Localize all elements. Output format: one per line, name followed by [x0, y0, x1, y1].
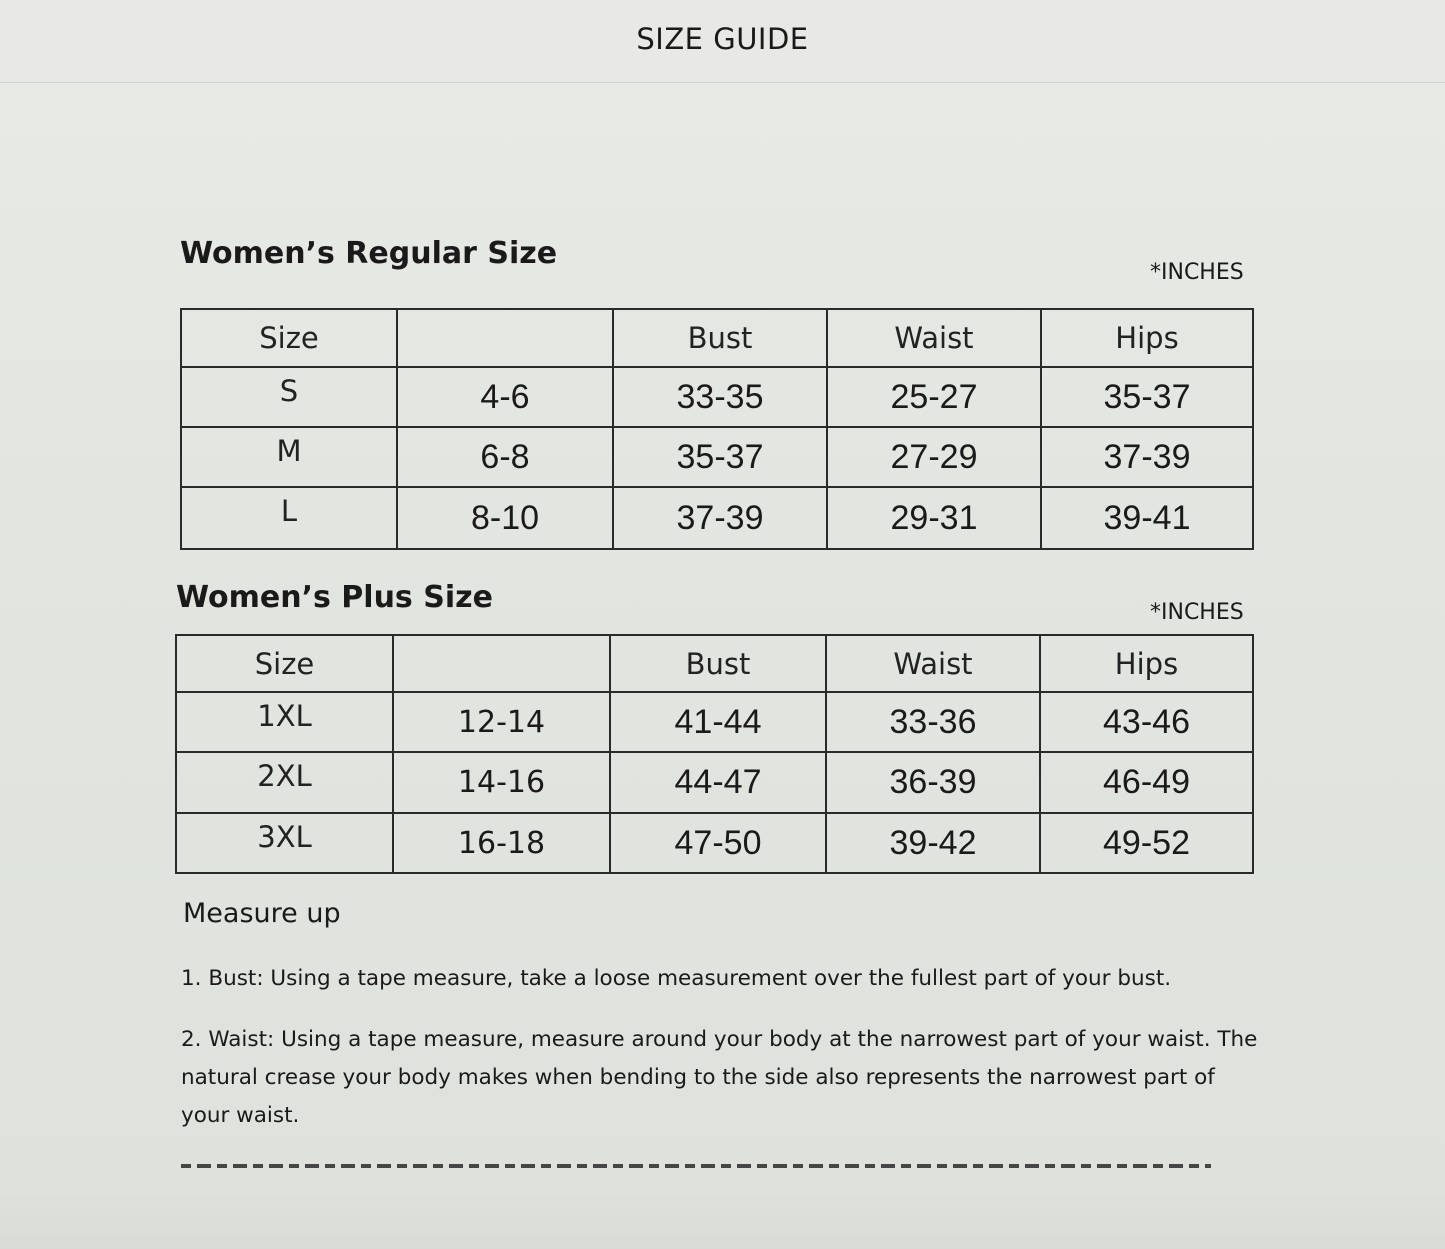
- us-size-value: 4-6: [397, 367, 613, 427]
- header-size: Size: [176, 635, 393, 692]
- bust-value: 44-47: [610, 752, 826, 813]
- bust-value: 33-35: [613, 367, 827, 427]
- size-label: S: [181, 367, 397, 427]
- page-bottom-edge: [0, 1180, 1445, 1249]
- waist-value: 39-42: [826, 813, 1040, 873]
- regular-size-title: Women’s Regular Size: [180, 236, 558, 271]
- plus-unit-note: *INCHES: [1150, 600, 1244, 625]
- size-label: L: [181, 487, 397, 549]
- table-header-row: [176, 635, 1253, 692]
- header-us-size: [393, 635, 610, 692]
- us-size-value: 14-16: [393, 752, 610, 813]
- header-us-size: [397, 309, 613, 367]
- size-label: 2XL: [176, 752, 393, 813]
- header-bar: [0, 0, 1445, 83]
- bust-value: 41-44: [610, 692, 826, 752]
- size-label: 3XL: [176, 813, 393, 873]
- hips-value: 49-52: [1040, 813, 1253, 873]
- bust-value: 35-37: [613, 427, 827, 487]
- size-label: 1XL: [176, 692, 393, 752]
- header-bust: Bust: [610, 635, 826, 692]
- waist-value: 36-39: [826, 752, 1040, 813]
- hips-value: 35-37: [1041, 367, 1253, 427]
- waist-instruction: 2. Waist: Using a tape measure, measure around your body at the narrowest part of your waist. The natural crease your body makes when bending to the side also represents the narrowest part of your waist.: [181, 1027, 1258, 1128]
- size-label: M: [181, 427, 397, 487]
- regular-size-table: [180, 308, 1254, 550]
- waist-value: 29-31: [827, 487, 1041, 549]
- table-row: [181, 427, 1253, 487]
- measure-up-heading: Measure up: [183, 898, 341, 929]
- header-size: Size: [181, 309, 397, 367]
- bust-instruction: 1. Bust: Using a tape measure, take a loose measurement over the fullest part of your bust.: [181, 966, 1172, 991]
- plus-size-title: Women’s Plus Size: [176, 580, 493, 615]
- hips-value: 46-49: [1040, 752, 1253, 813]
- header-hips: Hips: [1041, 309, 1253, 367]
- header-bust: Bust: [613, 309, 827, 367]
- table-row: [176, 752, 1253, 813]
- waist-value: 25-27: [827, 367, 1041, 427]
- table-row: [181, 487, 1253, 549]
- us-size-value: 6-8: [397, 427, 613, 487]
- us-size-value: 12-14: [393, 692, 610, 752]
- page-title: SIZE GUIDE: [636, 22, 809, 56]
- bust-value: 47-50: [610, 813, 826, 873]
- waist-value: 33-36: [826, 692, 1040, 752]
- waist-value: 27-29: [827, 427, 1041, 487]
- header-waist: Waist: [826, 635, 1040, 692]
- bust-value: 37-39: [613, 487, 827, 549]
- hips-value: 43-46: [1040, 692, 1253, 752]
- hips-value: 39-41: [1041, 487, 1253, 549]
- plus-size-table: [175, 634, 1254, 874]
- table-row: [181, 367, 1253, 427]
- table-row: [176, 692, 1253, 752]
- header-waist: Waist: [827, 309, 1041, 367]
- cut-off-text-line: [181, 1158, 1211, 1170]
- us-size-value: 16-18: [393, 813, 610, 873]
- table-header-row: [181, 309, 1253, 367]
- regular-unit-note: *INCHES: [1150, 260, 1244, 285]
- table-row: [176, 813, 1253, 873]
- hips-value: 37-39: [1041, 427, 1253, 487]
- us-size-value: 8-10: [397, 487, 613, 549]
- header-hips: Hips: [1040, 635, 1253, 692]
